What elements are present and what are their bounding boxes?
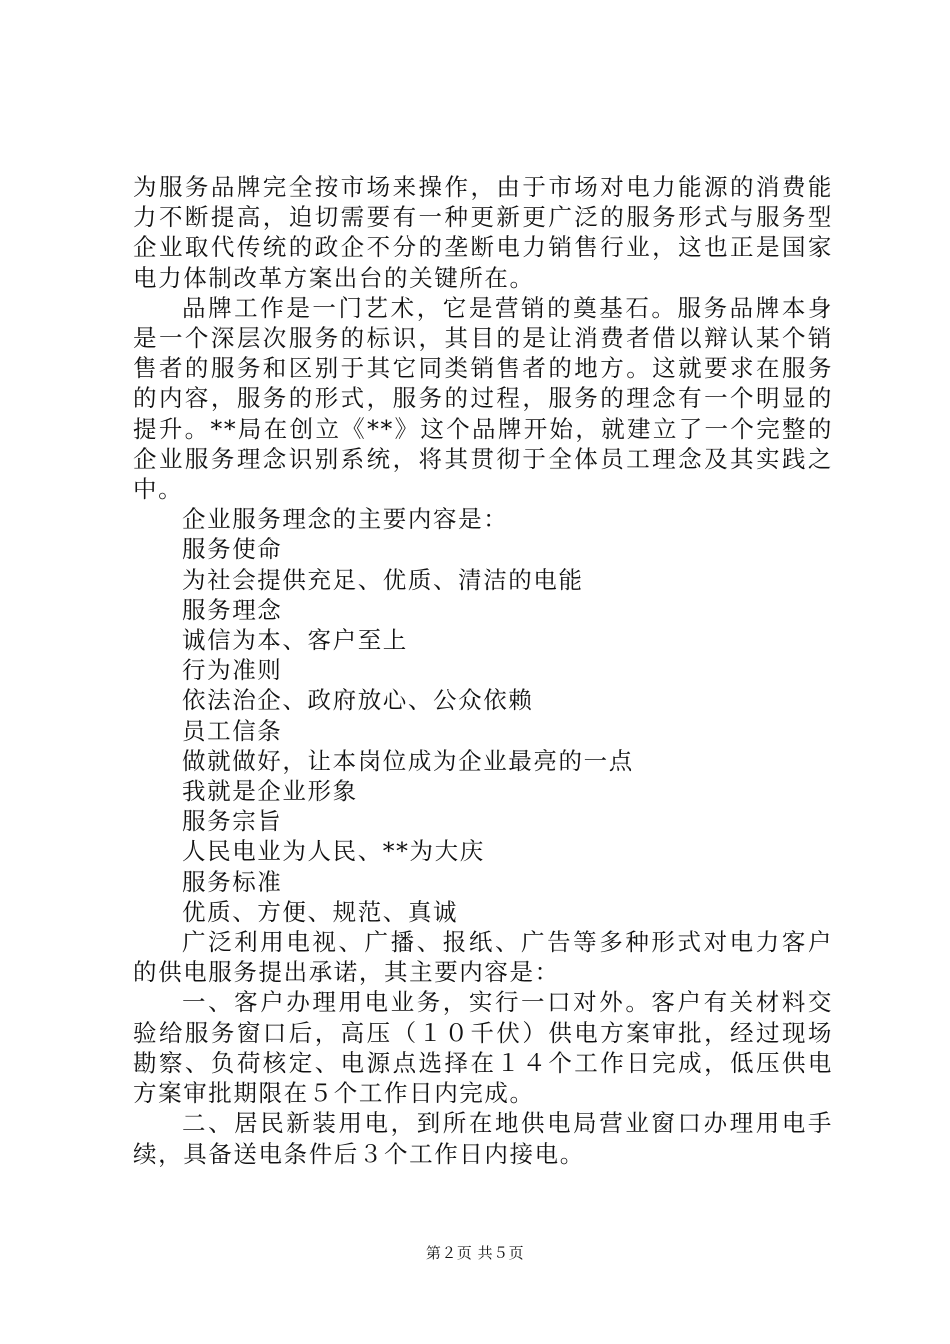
list-item: 服务宗旨	[182, 807, 283, 836]
list-item: 诚信为本、客户至上	[182, 626, 408, 655]
list-item: 服务使命	[182, 535, 283, 564]
list-item: 员工信条	[182, 716, 283, 745]
list-item: 我就是企业形象	[182, 777, 358, 806]
paragraph-brand-operation: 为服务品牌完全按市场来操作，由于市场对电力能源的消费能力不断提高，迫切需要有一种更新更广泛的服务形式与服务型企业取代传统的政企不分的垄断电力销售行业，这也正是国家电力体制改革方案出台的关键所在。	[133, 173, 833, 292]
paragraph-commitment-two: 二、居民新装用电，到所在地供电局营业窗口办理用电手续，具备送电条件后３个工作日内接电。	[133, 1109, 833, 1168]
list-item: 服务标准	[182, 867, 283, 896]
list-item: 优质、方便、规范、真诚	[182, 897, 459, 926]
list-item: 行为准则	[182, 656, 283, 685]
paragraph-brand-art: 品牌工作是一门艺术，它是营销的奠基石。服务品牌本身是一个深层次服务的标识，其目的是让消费者借以辩认某个销售者的服务和区别于其它同类销售者的地方。这就要求在服务的内容，服务的形式，服务的过程，服务的理念有一个明显的提升。**局在创立《**》这个品牌开始，就建立了一个完整的企业服务理念识别系统，将其贯彻于全体员工理念及其实践之中。	[133, 293, 833, 504]
list-item: 做就做好，让本岗位成为企业最亮的一点	[182, 746, 634, 775]
list-item: 人民电业为人民、**为大庆	[182, 837, 485, 866]
list-item: 为社会提供充足、优质、清洁的电能	[182, 565, 584, 594]
page-number-footer: 第２页 共５页	[425, 1244, 525, 1262]
concept-list	[133, 534, 833, 927]
concepts-intro: 企业服务理念的主要内容是：	[182, 505, 509, 534]
paragraph-commitment-one: 一、客户办理用电业务，实行一口对外。客户有关材料交验给服务窗口后，高压（１０千伏）供电方案审批，经过现场勘察、负荷核定、电源点选择在１４个工作日完成，低压供电方案审批期限在５个工作日内完成。	[133, 988, 833, 1108]
list-item: 服务理念	[182, 595, 283, 624]
list-item: 依法治企、政府放心、公众依赖	[182, 686, 534, 715]
document-body	[133, 172, 833, 1169]
paragraph-service-commitment: 广泛利用电视、广播、报纸、广告等多种形式对电力客户的供电服务提出承诺，其主要内容是：	[133, 928, 833, 987]
